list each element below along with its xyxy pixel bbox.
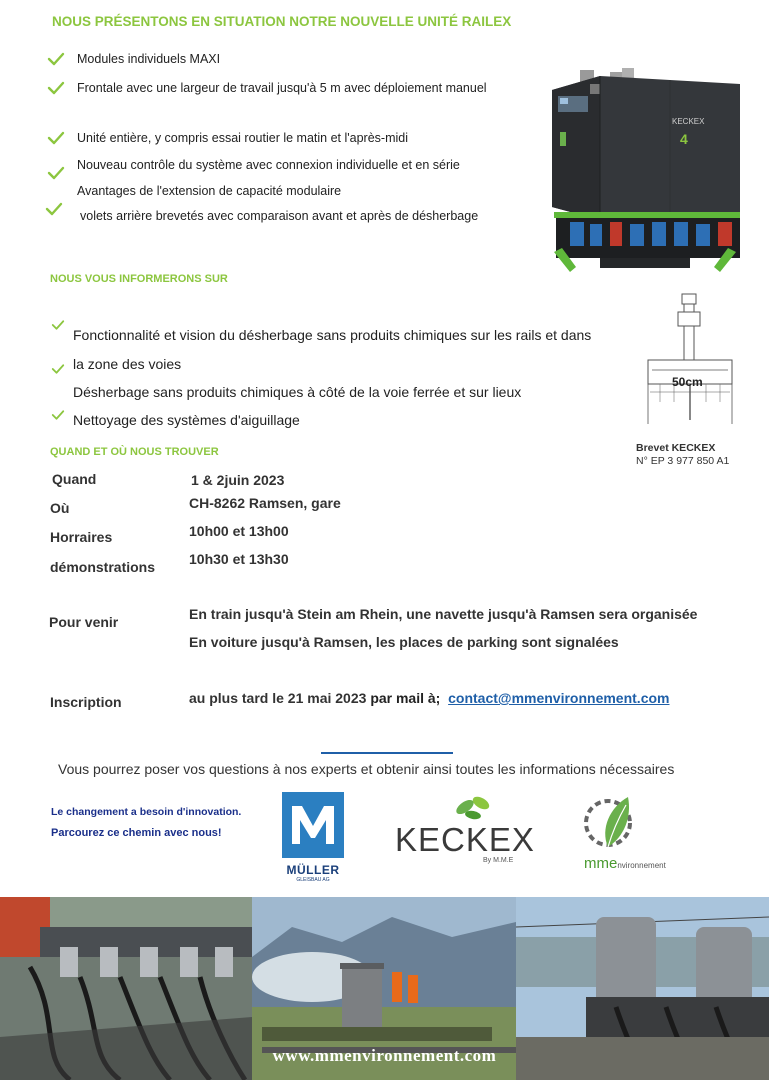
website-url[interactable]: www.mmenvironnement.com	[272, 1046, 497, 1065]
train-info: En train jusqu'à Stein am Rhein, une navette jusqu'à Ramsen sera organisée	[189, 606, 698, 622]
inform-item: Fonctionnalité et vision du désherbage sans produits chimiques sur les rails et dans	[73, 327, 592, 343]
muller-logo	[282, 792, 344, 883]
muller-name: MÜLLER	[286, 863, 340, 877]
ou-value: CH-8262 Ramsen, gare	[189, 495, 341, 511]
car-info: En voiture jusqu'à Ramsen, les places de parking sont signalées	[189, 634, 619, 650]
check-icon	[51, 320, 65, 331]
when-where-title: QUAND ET OÙ NOUS TROUVER	[50, 446, 219, 458]
muller-sub: GLEISBAU AG	[296, 877, 330, 883]
quand-value: 1 & 2juin 2023	[191, 472, 285, 488]
inscription-date: au plus tard le 21 mai 2023	[189, 690, 367, 706]
patent-dimension: 50cm	[672, 375, 703, 389]
slogan-line-2: Parcourez ce chemin avec nous!	[51, 827, 222, 839]
mme-name: mme	[584, 855, 618, 872]
check-icon	[47, 166, 65, 180]
pour-venir-label: Pour venir	[49, 614, 119, 630]
inform-title: NOUS VOUS INFORMERONS SUR	[50, 273, 228, 285]
patent-number: N° EP 3 977 850 A1	[636, 455, 730, 467]
keckex-name: KECKEX	[395, 821, 535, 858]
feature-item: Avantages de l'extension de capacité modulaire	[77, 184, 342, 198]
horraires-value: 10h00 et 13h00	[189, 523, 289, 539]
horraires-label: Horraires	[50, 529, 113, 545]
inform-item: la zone des voies	[73, 356, 182, 372]
demonstrations-value: 10h30 et 13h30	[189, 551, 289, 567]
mme-logo	[582, 793, 677, 875]
inscription-label: Inscription	[50, 694, 122, 710]
railex-unit-image	[540, 62, 745, 277]
page-title: NOUS PRÉSENTONS EN SITUATION NOTRE NOUVELLE UNITÉ RAILEX	[52, 14, 512, 29]
check-icon	[51, 364, 65, 375]
inform-item: Nettoyage des systèmes d'aiguillage	[73, 412, 300, 428]
inscription-mail-label: par mail à;	[370, 690, 441, 706]
svg-text:KECKEX: KECKEX	[672, 117, 705, 126]
check-icon	[47, 52, 65, 66]
check-icon	[47, 81, 65, 95]
keckex-sub: By M.M.E	[483, 857, 514, 864]
patent-diagram	[640, 292, 740, 432]
inscription-deadline	[189, 690, 670, 706]
keckex-logo	[395, 795, 535, 867]
mme-sub: nvironnement	[617, 861, 666, 870]
slogan-line-1: Le changement a besoin d'innovation.	[51, 806, 242, 818]
check-icon	[45, 202, 63, 216]
quand-label: Quand	[52, 471, 97, 487]
section-divider	[321, 752, 453, 754]
check-icon	[51, 410, 65, 421]
check-icon	[47, 131, 65, 145]
closing-text: Vous pourrez poser vos questions à nos experts et obtenir ainsi toutes les informations nécessaires	[58, 761, 675, 777]
inform-item: Désherbage sans produits chimiques à côté de la voie ferrée et sur lieux	[73, 384, 522, 400]
feature-item: Modules individuels MAXI	[77, 52, 221, 66]
ou-label: Où	[50, 500, 70, 516]
demonstrations-label: démonstrations	[50, 559, 156, 575]
mme-wordmark	[584, 855, 666, 873]
contact-email-link[interactable]: contact@mmenvironnement.com	[448, 690, 670, 706]
feature-item: Nouveau contrôle du système avec connexion individuelle et en série	[77, 158, 460, 172]
patent-title: Brevet KECKEX	[636, 442, 716, 454]
svg-text:4: 4	[680, 131, 688, 147]
feature-item: volets arrière brevetés avec comparaison avant et après de désherbage	[80, 209, 479, 223]
feature-item: Frontale avec une largeur de travail jusqu'à 5 m avec déploiement manuel	[77, 81, 487, 95]
feature-item: Unité entière, y compris essai routier le matin et l'après-midi	[77, 131, 408, 145]
